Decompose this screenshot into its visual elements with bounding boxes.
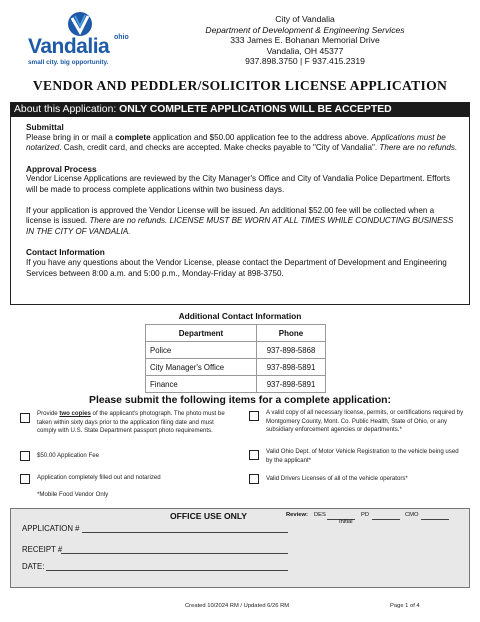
- registration-checkbox[interactable]: [249, 450, 259, 460]
- cmo-label: CMO: [405, 512, 419, 518]
- approved-text: [26, 206, 461, 238]
- street-address: 333 James E. Bohanan Memorial Drive: [230, 35, 380, 46]
- table-row: [146, 376, 326, 393]
- receipt-number-field[interactable]: [61, 544, 288, 554]
- about-bar-emphasis: ONLY COMPLETE APPLICATIONS WILL BE ACCEPTED: [119, 104, 392, 115]
- footer-page-number: Page 1 of 4: [390, 603, 420, 609]
- photo-underlined: two copies: [59, 410, 91, 417]
- des-label: DES: [314, 512, 326, 518]
- table-header-row: [146, 325, 326, 342]
- phone-cell: 937-898-5891: [257, 359, 326, 376]
- license-copy-requirement: A valid copy of all necessary license, permits, or certifications required by Montgomery County, Mont. Co. Public Health, State of Ohio, or any subsidiary enforcement agencies or departments.*: [266, 409, 464, 434]
- review-label: Review:: [286, 512, 308, 518]
- phone-fax: 937.898.3750 | F 937.415.2319: [245, 56, 365, 67]
- phone-cell: 937-898-5868: [257, 342, 326, 359]
- contact-heading: Contact Information: [26, 247, 105, 258]
- department-name: Department of Development & Engineering Services: [205, 24, 405, 35]
- pd-initial-field[interactable]: [372, 511, 400, 520]
- submittal-italic: There are no refunds.: [379, 143, 458, 153]
- logo-wordmark: Vandalia: [28, 35, 110, 58]
- submittal-text: [26, 133, 461, 154]
- city-logo: [28, 10, 140, 70]
- notarized-requirement: Application completely filled out and notarized: [37, 474, 161, 481]
- page-title: VENDOR AND PEDDLER/SOLICITOR LICENSE APPLICATION: [32, 78, 448, 93]
- city-state-zip: Vandalia, OH 45377: [266, 45, 344, 56]
- contact-table: [145, 324, 326, 393]
- photo-checkbox[interactable]: [20, 413, 30, 423]
- submittal-italic: Applications must be notarized: [26, 132, 446, 153]
- submittal-part: . Cash, credit card, and checks are accepted. Make checks payable to "City of Vandalia".: [59, 143, 380, 153]
- submittal-bold: complete: [115, 132, 151, 142]
- approval-heading: Approval Process: [26, 163, 97, 174]
- department-cell: City Manager's Office: [146, 359, 257, 376]
- date-field[interactable]: [46, 561, 288, 571]
- drivers-license-requirement: Valid Drivers Licenses of all of the vehicle operators*: [266, 475, 408, 482]
- license-copy-checkbox[interactable]: [249, 411, 259, 421]
- drivers-license-checkbox[interactable]: [249, 474, 259, 484]
- about-bar-label: About this Application:: [14, 104, 120, 115]
- cmo-initial-field[interactable]: [421, 511, 449, 520]
- about-bar: [10, 102, 470, 117]
- logo-state: ohio: [114, 34, 129, 41]
- column-header-department: Department: [146, 325, 257, 342]
- pd-label: PD: [361, 512, 370, 518]
- notarized-checkbox[interactable]: [20, 474, 30, 484]
- logo-tagline: small city. big opportunity.: [28, 59, 109, 66]
- table-row: [146, 359, 326, 376]
- about-box: [10, 117, 470, 305]
- footer-created: Created 10/2024 RM / Updated 6/26 RM: [185, 603, 290, 609]
- city-name: City of Vandalia: [275, 14, 335, 24]
- receipt-number-label: RECEIPT #: [22, 545, 63, 554]
- items-title: Please submit the following items for a complete application:: [89, 395, 391, 406]
- contact-text: If you have any questions about the Vendor License, please contact the Department of Development and Engineering Services between 8:00 a.m. and 5:00 p.m., Monday-Friday at 898-3750.: [26, 257, 447, 278]
- table-row: [146, 342, 326, 359]
- phone-cell: 937-898-5891: [257, 376, 326, 393]
- contact-table-title: Additional Contact Information: [178, 311, 302, 321]
- column-header-phone: Phone: [257, 325, 326, 342]
- registration-requirement: Valid Ohio Dept. of Motor Vehicle Registration to the vehicle being used by the applicant*: [266, 448, 459, 464]
- submittal-part: application and $50.00 application fee to the address above.: [150, 132, 372, 142]
- footnote: *Mobile Food Vendor Only: [37, 491, 109, 498]
- photo-text: of the applicant's photograph. The photo must be taken within sixty days prior to the application filing date and must comply with U.S. State Department passport photo requirements.: [37, 410, 225, 435]
- approved-part: If your application is approved the Vendor License will be issued. An additional $52.00 fee will be collected when a license is issued.: [26, 205, 435, 226]
- approved-italic: There are no refunds. LICENSE MUST BE WORN AT ALL TIMES WHILE CONDUCTING BUSINESS IN THE CITY OF VANDALIA.: [26, 216, 454, 236]
- application-number-field[interactable]: [82, 523, 288, 533]
- photo-text: Provide: [37, 410, 60, 417]
- photo-requirement: [37, 410, 233, 436]
- application-number-label: APPLICATION #: [22, 524, 80, 533]
- department-cell: Police: [146, 342, 257, 359]
- fee-requirement: $50.00 Application Fee: [37, 452, 99, 459]
- approval-text: Vendor License Applications are reviewed by the City Manager's Office and City of Vandalia Police Department. Efforts will be made to process complete applications within two business days.: [26, 174, 450, 194]
- fee-checkbox[interactable]: [20, 451, 30, 461]
- office-use-title: OFFICE USE ONLY: [170, 511, 248, 521]
- date-label: DATE:: [22, 562, 45, 571]
- address-block: [150, 14, 460, 67]
- department-cell: Finance: [146, 376, 257, 393]
- submittal-heading: Submittal: [26, 122, 64, 132]
- submittal-part: Please bring in or mail a: [26, 132, 116, 142]
- initial-label: Initial: [339, 519, 353, 525]
